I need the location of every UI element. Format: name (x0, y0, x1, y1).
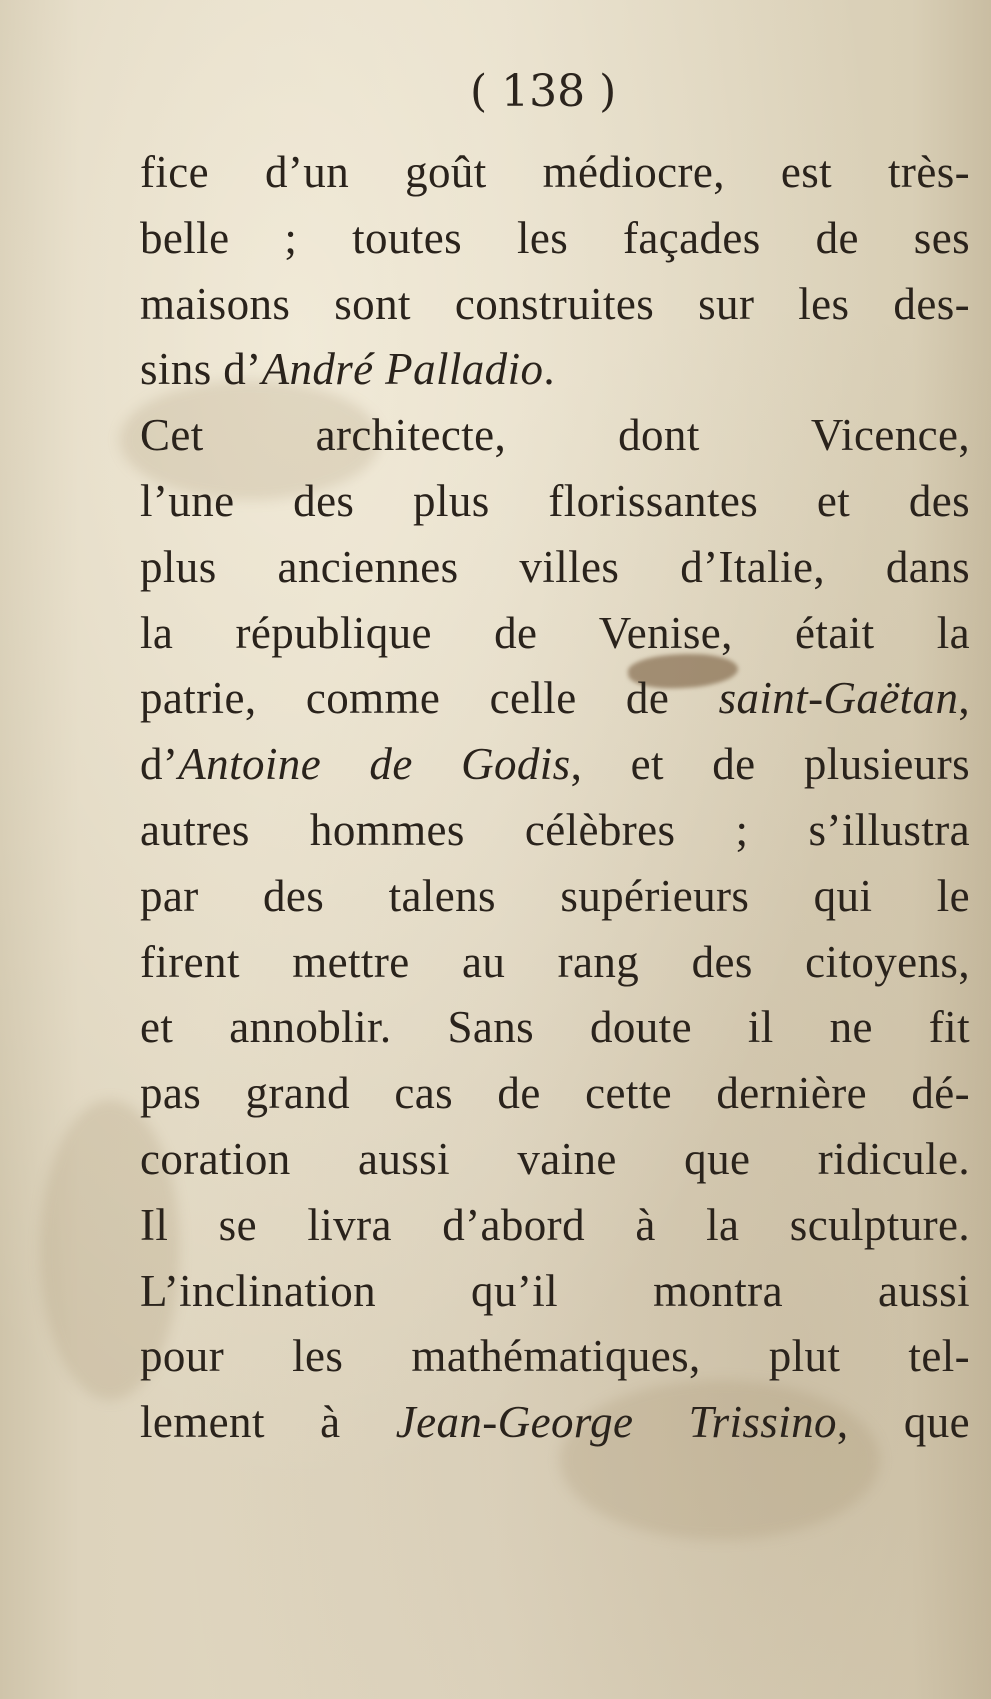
text-segment: pour les mathématiques, plut tel- (140, 1331, 970, 1382)
text-segment: . (543, 344, 556, 395)
body-text (140, 140, 970, 1456)
text-segment: L’inclination qu’il montra aussi (140, 1265, 970, 1316)
text-segment: pas grand cas de cette dernière dé- (140, 1068, 970, 1119)
text-line (140, 272, 970, 338)
text-segment: , (958, 673, 970, 724)
text-segment: maisons sont construites sur les des- (140, 278, 970, 329)
text-segment: firent mettre au rang des citoyens, (140, 936, 970, 987)
text-segment: Cet architecte, dont Vicence, (140, 410, 970, 461)
italic-text: saint-Gaëtan (718, 673, 959, 724)
text-segment: autres hommes célèbres ; s’illustra (140, 804, 970, 855)
text-segment: belle ; toutes les façades de ses (140, 212, 970, 263)
text-segment: , et de plusieurs (570, 739, 970, 790)
text-line (140, 469, 970, 535)
text-line (140, 206, 970, 272)
text-segment: Il se livra d’abord à la sculpture. (140, 1199, 970, 1250)
text-line (140, 1390, 970, 1456)
text-segment: coration aussi vaine que ridicule. (140, 1133, 970, 1184)
text-line (140, 1324, 970, 1390)
text-line (140, 732, 970, 798)
italic-text: Antoine de Godis (178, 739, 571, 790)
text-segment: et annoblir. Sans doute il ne fit (140, 1002, 970, 1053)
text-line (140, 601, 970, 667)
text-segment: la république de Venise, était la (140, 607, 970, 658)
text-segment: l’une des plus florissantes et des (140, 475, 970, 526)
text-segment: patrie, comme celle de (140, 673, 719, 724)
text-line (140, 403, 970, 469)
italic-text: André Palladio (261, 344, 544, 395)
text-line (140, 1193, 970, 1259)
text-line (140, 1259, 970, 1325)
italic-text: Jean-George Trissino (395, 1397, 837, 1448)
text-line (140, 535, 970, 601)
text-segment: fice d’un goût médiocre, est très- (140, 147, 970, 197)
text-line (140, 1127, 970, 1193)
text-segment: lement à (140, 1397, 396, 1448)
text-line (140, 337, 970, 403)
text-segment: d’ (140, 739, 179, 790)
text-line (140, 798, 970, 864)
text-segment: par des talens supérieurs qui le (140, 870, 970, 921)
text-segment: plus anciennes villes d’Italie, dans (140, 541, 970, 592)
text-line (140, 666, 970, 732)
text-line (140, 1061, 970, 1127)
text-line (140, 864, 970, 930)
text-segment: , que (836, 1397, 970, 1448)
text-line (140, 930, 970, 996)
text-segment: sins d’ (140, 344, 262, 395)
page-number-text: ( 138 ) (470, 66, 617, 117)
text-line (140, 140, 970, 206)
text-line (140, 995, 970, 1061)
